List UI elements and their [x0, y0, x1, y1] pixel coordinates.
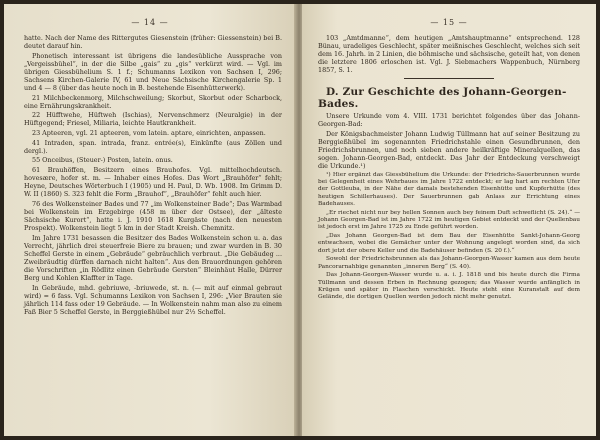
- page-number: — 15 —: [430, 18, 468, 27]
- footnote: Das Johann-Georgen-Wasser wurde u. a. i. J. 1818 und bis heute durch die Firma Tüllmann und dessen Erben in Rechnung gezogen; das Wasser wurde anfänglich in Krügen und später in Flaschen verschickt. Heute steht eine Kuranstalt auf dem Gelände, die dortigen Quellen werden jedoch nicht mehr genutzt.: [318, 272, 580, 301]
- left-page: [4, 4, 296, 436]
- footnote: „Er riechet nicht nur bey hellen Sonnen auch bey feinem Duft schweflicht (S. 24).“ — Johann Georgen-Bad ist im Jahre 1722 im heutigen Gebiet entdeckt und der Quellenbau ist jedoch erst im Jahre 1725 zu Ende geführt worden.: [318, 209, 580, 231]
- page-body: [24, 34, 282, 318]
- paragraph: hatte. Nach der Name des Rittergutes Giesenstein (früher: Giessenstein) bei B. deutet darauf hin.: [24, 34, 282, 51]
- paragraph: 103 „Amtdmanne“, dem heutigen „Amtshauptmanne“ entsprechend. 128 Bünau, uradeliges Geschlecht, später meißnisches Geschlecht, welches sich seit dem 16. Jahrh. in 2 Linien, die böhmische und sächsische, geteilt hat, von denen die letztere 1806 erloschen ist. Vgl. J. Siebmachers Wappenbuch, Nürnberg 1857, S. 1.: [318, 34, 580, 75]
- footnote: ¹) Hier ergänzt das Giessbühelium die Urkunde: der Friedrichs-Sauerbrunnen wurde bei Gelegenheit eines Wehrbaues im Jahre 1722 entdeckt; er lag hart am rechten Ufer der Gottleuba, in der Nähe der damals bestehenden Eisenhütte und Kupferhütte (des heutigen Schillerhauses). Der Sauerbrunnen gab Anlass zur Errichtung eines Badehauses.: [318, 171, 580, 207]
- paragraph: 21 Milchbeckenmorg, Milchschweilung; Skorbut, Skorbut oder Scharbock, eine Ernährungskrankheit.: [24, 93, 282, 110]
- page-body: [318, 34, 580, 303]
- paragraph: In Gebräude, mhd. gebriuwe, -briuwede, st. n. (— mit auf einmal gebraut wird) = 6 fass. Vgl. Schumanns Lexikon von Sachsen I, 296: „Vier Brauten sie jährlich 114 fass oder 19 Gebräude. — In Wolkenstein nahm man also zu einem Faß Bier 5 Scheffel Gerste, in Berggießhübel nur 2⅓ Scheffel.: [24, 283, 282, 316]
- footnote: „Das Johann Georgen-Bad ist dem Bau der Eisenhütte Sankt-Johann-Georg entwachsen, wobei die Gemächer unter der Wohnung angelegt worden sind, da sich dort jetzt der obere Keller und die Badehäuser befinden (S. 20 f.).“: [318, 233, 580, 254]
- paragraph: 41 Intraden, span. intrada, franz. entrée(s), Einkünfte (aus Zöllen und dergl.).: [24, 138, 282, 155]
- paragraph: 23 Apteeren, vgl. 21 apteeren, vom latein. aptare, einrichten, anpassen.: [32, 129, 266, 138]
- paragraph: Phonetisch interessant ist übrigens die landesübliche Aussprache von „Vergeissbühel“, in der die Silbe „gais“ zu „gis“ verkürzt wird. — Vgl. im übrigen Giessbühelium S. 1 f.; Schumanns Lexikon von Sachsen I, 296; Sachsens Kirchen-Galerie IV, 61 und Neue Sächsische Kirchengalerie Sp. 1 und 4 — 8 (über das heute noch in B. bestehende Eisenhütterwerk).: [24, 51, 282, 93]
- footnote: Sowohl der Friedrichsbrunnen als das Johann-Georgen-Wasser kamen aus dem heute Pancorarnahbige genannten „inneren Berg“ (S. 40).: [318, 256, 580, 270]
- paragraph: Der Königsbachmeister Johann Ludwig Tüllmann hat auf seiner Besitzung zu Berggießhübel im sogenannten Friedrichstahle einen Gesundbrunnen, den Friedrichsbrunnen, und noch sieben andere heilkräftige Mineralquellen, das sogen. Johann-Georgen-Bad, entdeckt. Das Jahr der Entdeckung verschweigt die Urkunde.¹): [318, 129, 580, 171]
- paragraph: 76 des Wolkensteiner Bades und 77 „im Wolkensteiner Bade“; Das Warmbad bei Wolkenstein im Erzgebirge (458 m über der Ostsee), der „älteste Sächsische Kurort“, hatte i. J. 1910 1618 Kurgäste (nach den neuesten Prospekt). Wolkenstein liegt 5 km in der Stadt Kreish. Chemnitz.: [24, 199, 282, 233]
- right-page: [302, 4, 596, 436]
- paragraph: Im Jahre 1731 besassen die Besitzer des Bades Wolkenstein schon u. a. das Verrecht, jährlich drei steuerfreie Biere zu brauen; und zwar wurden in B. 30 Scheffel Gerste in einem „Gebräude“ gebräuchlich verbraut. „Die Gebäudeg ... Zweibräudtig dürffen darnach nicht halten“. Aus den Brauordnungen gehören die Vorschriften „in Rödlitz einen Gebräude Gersten“ Bleinhäut Halle, Dürrer Berg und Kohlen Klaffter in Tage.: [24, 233, 282, 283]
- page-number: — 14 —: [131, 18, 169, 27]
- section-heading: D. Zur Geschichte des Johann-Georgen-Bades.: [318, 86, 567, 111]
- section-divider: [404, 78, 494, 79]
- paragraph: 61 Brauhöffen, Besitzern eines Brauhofes. Vgl. mittelhochdeutsch. hovesære, hofer st. m. — Inhaber eines Hofes. Das Wort „Brauhöfer“ fehlt; Heyne, Deutsches Wörterbuch I (1905) und H. Paul, D. Wb. 1908. Im Grimm D. W. II (1860) S. 323 fehlt die Form „Brauhof“, „Brauhöfer“ fehlt auch hier.: [24, 165, 282, 199]
- paragraph: 22 Hüfftwehe, Hüftweh (Ischias), Nervenschmerz (Neuralgie) in der Hüftgegend; Friesel, Miliaria, leichte Hautkrankheit.: [24, 111, 282, 128]
- paragraph: Unsere Urkunde vom 4. VIII. 1731 berichtet folgendes über das Johann-Georgen-Bad:: [318, 111, 580, 129]
- paragraph: 55 Onceibus, (Steuer-) Posten, latein. onus.: [32, 156, 173, 165]
